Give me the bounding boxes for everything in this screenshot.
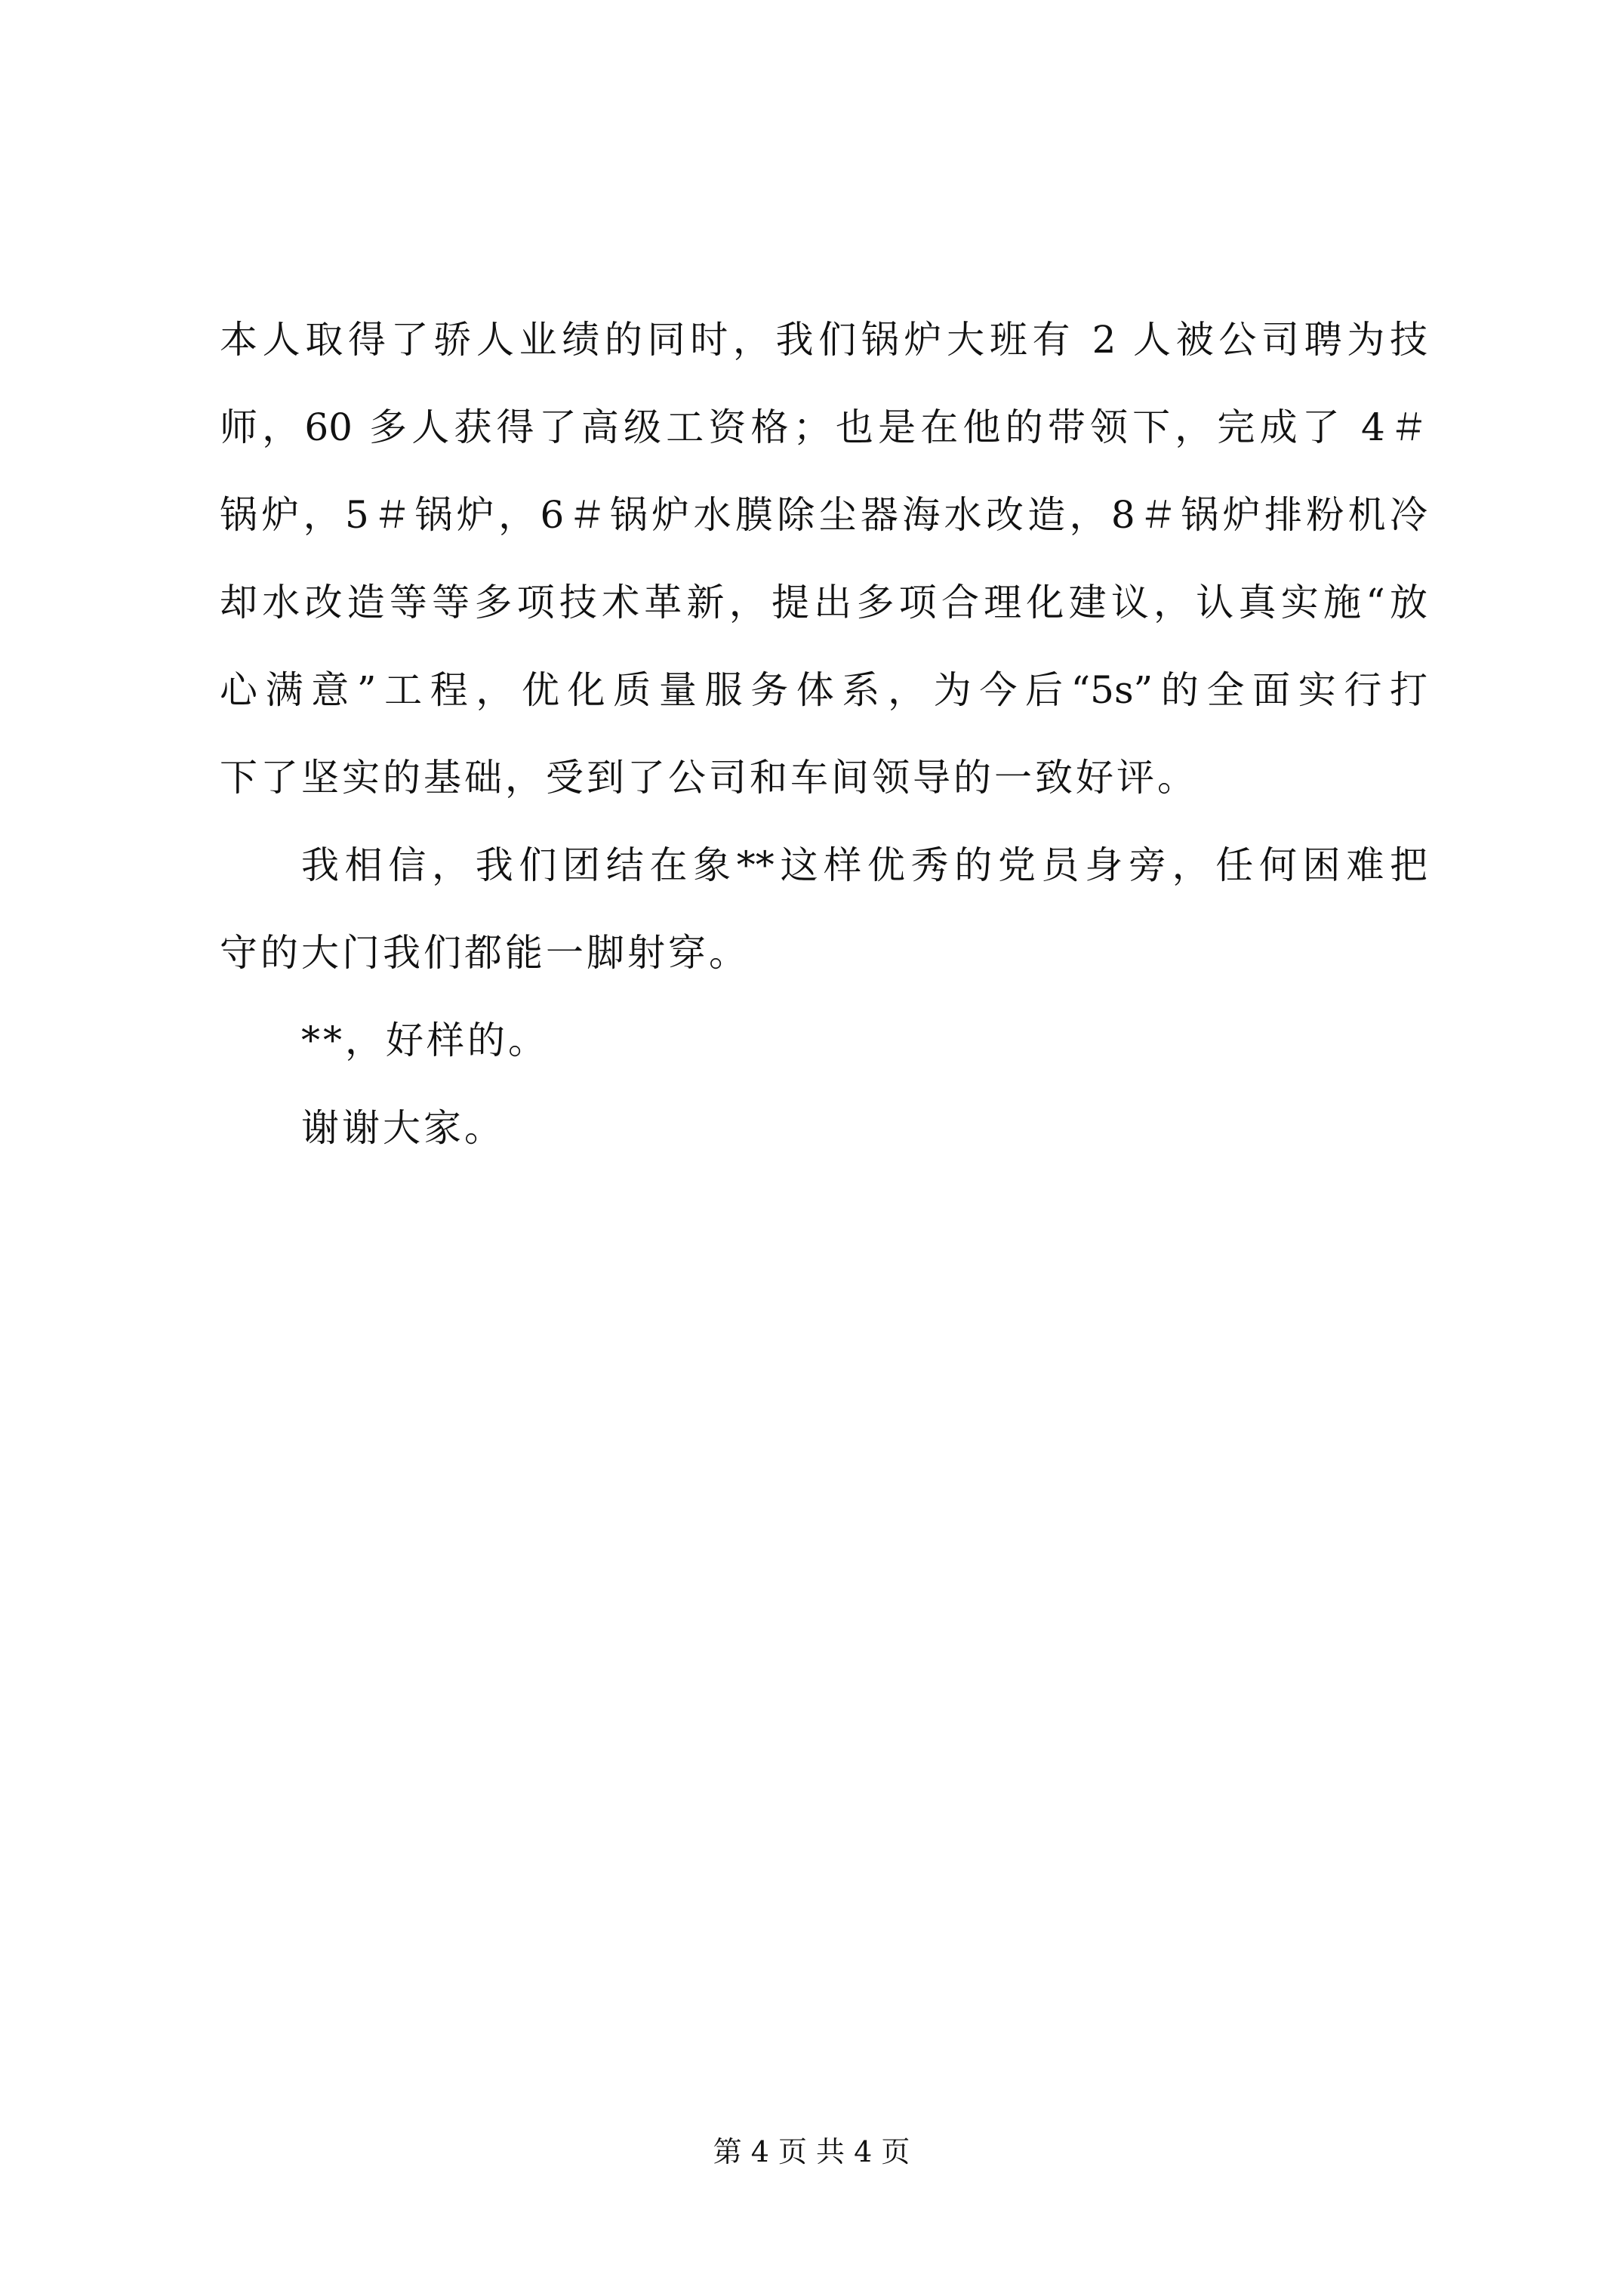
paragraph-line: **，好样的。 xyxy=(301,1019,549,1062)
paragraph-first-line: 我相信，我们团结在象**这样优秀的党员身旁，任何困难把 xyxy=(301,843,1427,887)
text-line: 守的大门我们都能一脚射穿。 xyxy=(220,931,750,975)
document-body xyxy=(220,296,1427,1172)
text-line: 心满意”工程，优化质量服务体系，为今后“5s”的全面实行打 xyxy=(220,668,1427,712)
text-line: 师，60 多人获得了高级工资格；也是在他的带领下，完成了 4＃ xyxy=(220,405,1427,449)
closing-line: 谢谢大家。 xyxy=(301,1106,505,1150)
text-line: 本人取得了骄人业绩的同时，我们锅炉大班有 2 人被公司聘为技 xyxy=(220,318,1427,362)
text-line: 锅炉，5＃锅炉，6＃锅炉水膜除尘器海水改造，8＃锅炉排粉机冷 xyxy=(220,493,1427,537)
text-line: 却水改造等等多项技术革新，提出多项合理化建议，认真实施“放 xyxy=(220,581,1427,624)
page-number-footer: 第 4 页 共 4 页 xyxy=(713,2135,910,2168)
text-line: 下了坚实的基础，受到了公司和车间领导的一致好评。 xyxy=(220,756,1198,800)
